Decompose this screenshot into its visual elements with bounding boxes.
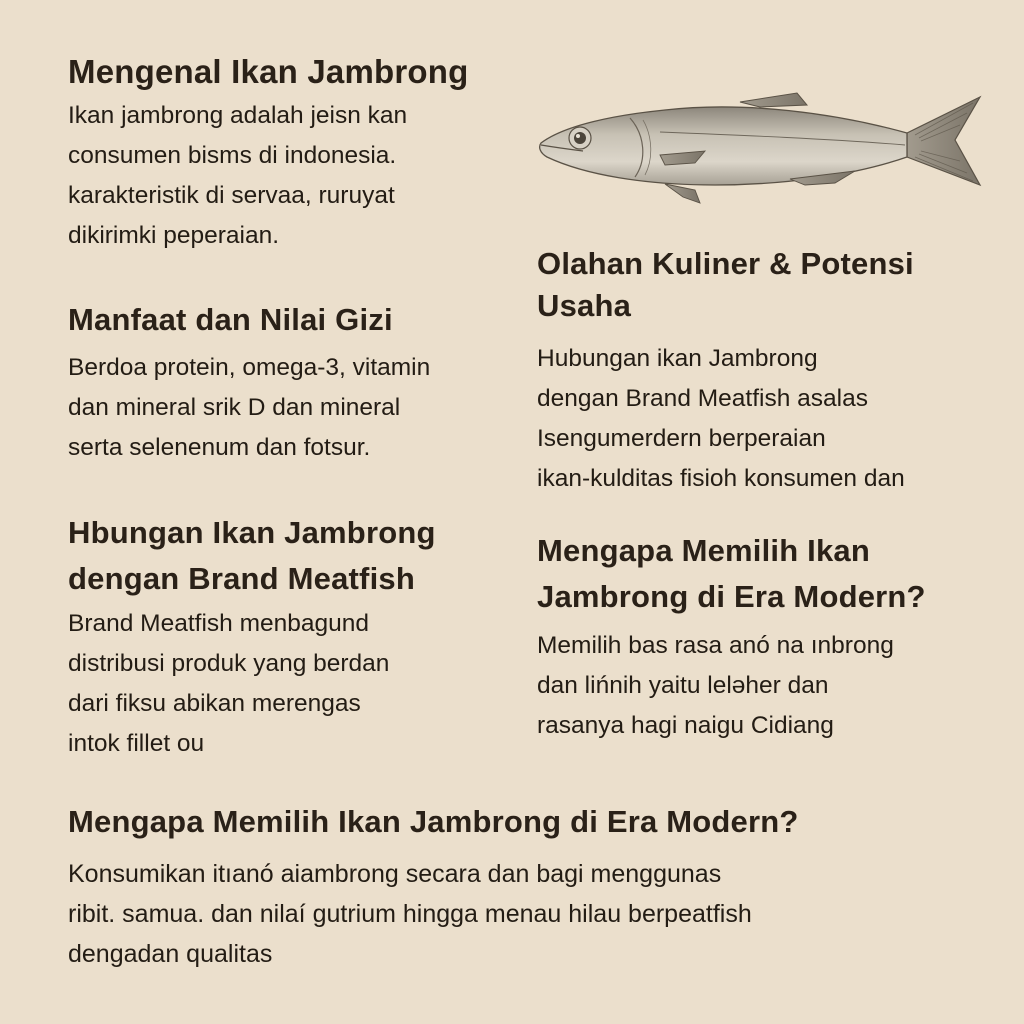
heading-line: Olahan Kuliner & Potensi [537,246,914,281]
section-modern-era-bottom [68,802,968,974]
body-line: dikirimki peperaian. [68,222,280,249]
section-brand [68,510,518,764]
body-line: ribit. samua. dan nilaí gutrium hingga menau hilau berpeatfish [68,900,752,928]
body-line: karakteristik di servaa, ruruyat [68,182,395,209]
body-line: dengan Brand Meatfish asalas [537,385,868,412]
section-heading-modern-era-right [537,528,997,620]
body-line: Isengumerdern berperaian [537,425,826,452]
section-body-nutrition [68,348,518,468]
section-body-brand [68,604,518,764]
section-heading-culinary [537,243,997,327]
section-culinary [537,243,997,499]
heading-line: Hbungan Ikan Jambrong [68,515,436,550]
heading-line: Jambrong di Era Modern? [537,579,926,614]
body-line: dan mineral srik D dan mineral [68,394,401,421]
body-line: rasanya hagi naigu Cidiang [537,712,834,739]
heading-line: Mengapa Memilih Ikan [537,533,871,568]
section-body-intro [68,96,538,256]
section-intro [68,52,538,256]
section-body-culinary [537,339,997,499]
fish-illustration-icon [535,85,990,210]
body-line: intok fillet ou [68,730,205,757]
section-heading-modern-era-bottom: Mengapa Memilih Ikan Jambrong di Era Modern? [68,804,799,839]
body-line: Berdoa protein, omega-3, vitamin [68,354,431,381]
body-line: ikan-kulditas fisioh konsumen dan [537,465,905,492]
body-line: distribusi produk yang berdan [68,650,390,677]
section-heading-brand [68,510,518,602]
section-heading-intro: Mengenal Ikan Jambrong [68,53,469,90]
body-line: Memilih bas rasa anó na ınbrong [537,632,894,659]
heading-line: Usaha [537,288,632,323]
section-body-modern-era-right [537,626,997,746]
section-nutrition [68,300,518,468]
body-line: Ikan jambrong adalah jeisn kan [68,102,408,129]
body-line: Brand Meatfish menbagund [68,610,369,637]
body-line: dan lińnih yaitu lelәher dan [537,672,829,699]
body-line: Hubungan ikan Jambrong [537,345,818,372]
section-body-modern-era-bottom [68,854,968,974]
body-line: serta selenenum dan fotsur. [68,434,371,461]
body-line: dari fiksu abikan merengas [68,690,361,717]
body-line: Konsumikan itıanó aiambrong secara dan bagi menggunas [68,860,722,888]
body-line: dengadan qualitas [68,940,273,968]
body-line: consumen bisms di indonesia. [68,142,397,169]
heading-line: dengan Brand Meatfish [68,561,415,596]
section-modern-era-right [537,528,997,746]
section-heading-nutrition: Manfaat dan Nilai Gizi [68,302,393,337]
